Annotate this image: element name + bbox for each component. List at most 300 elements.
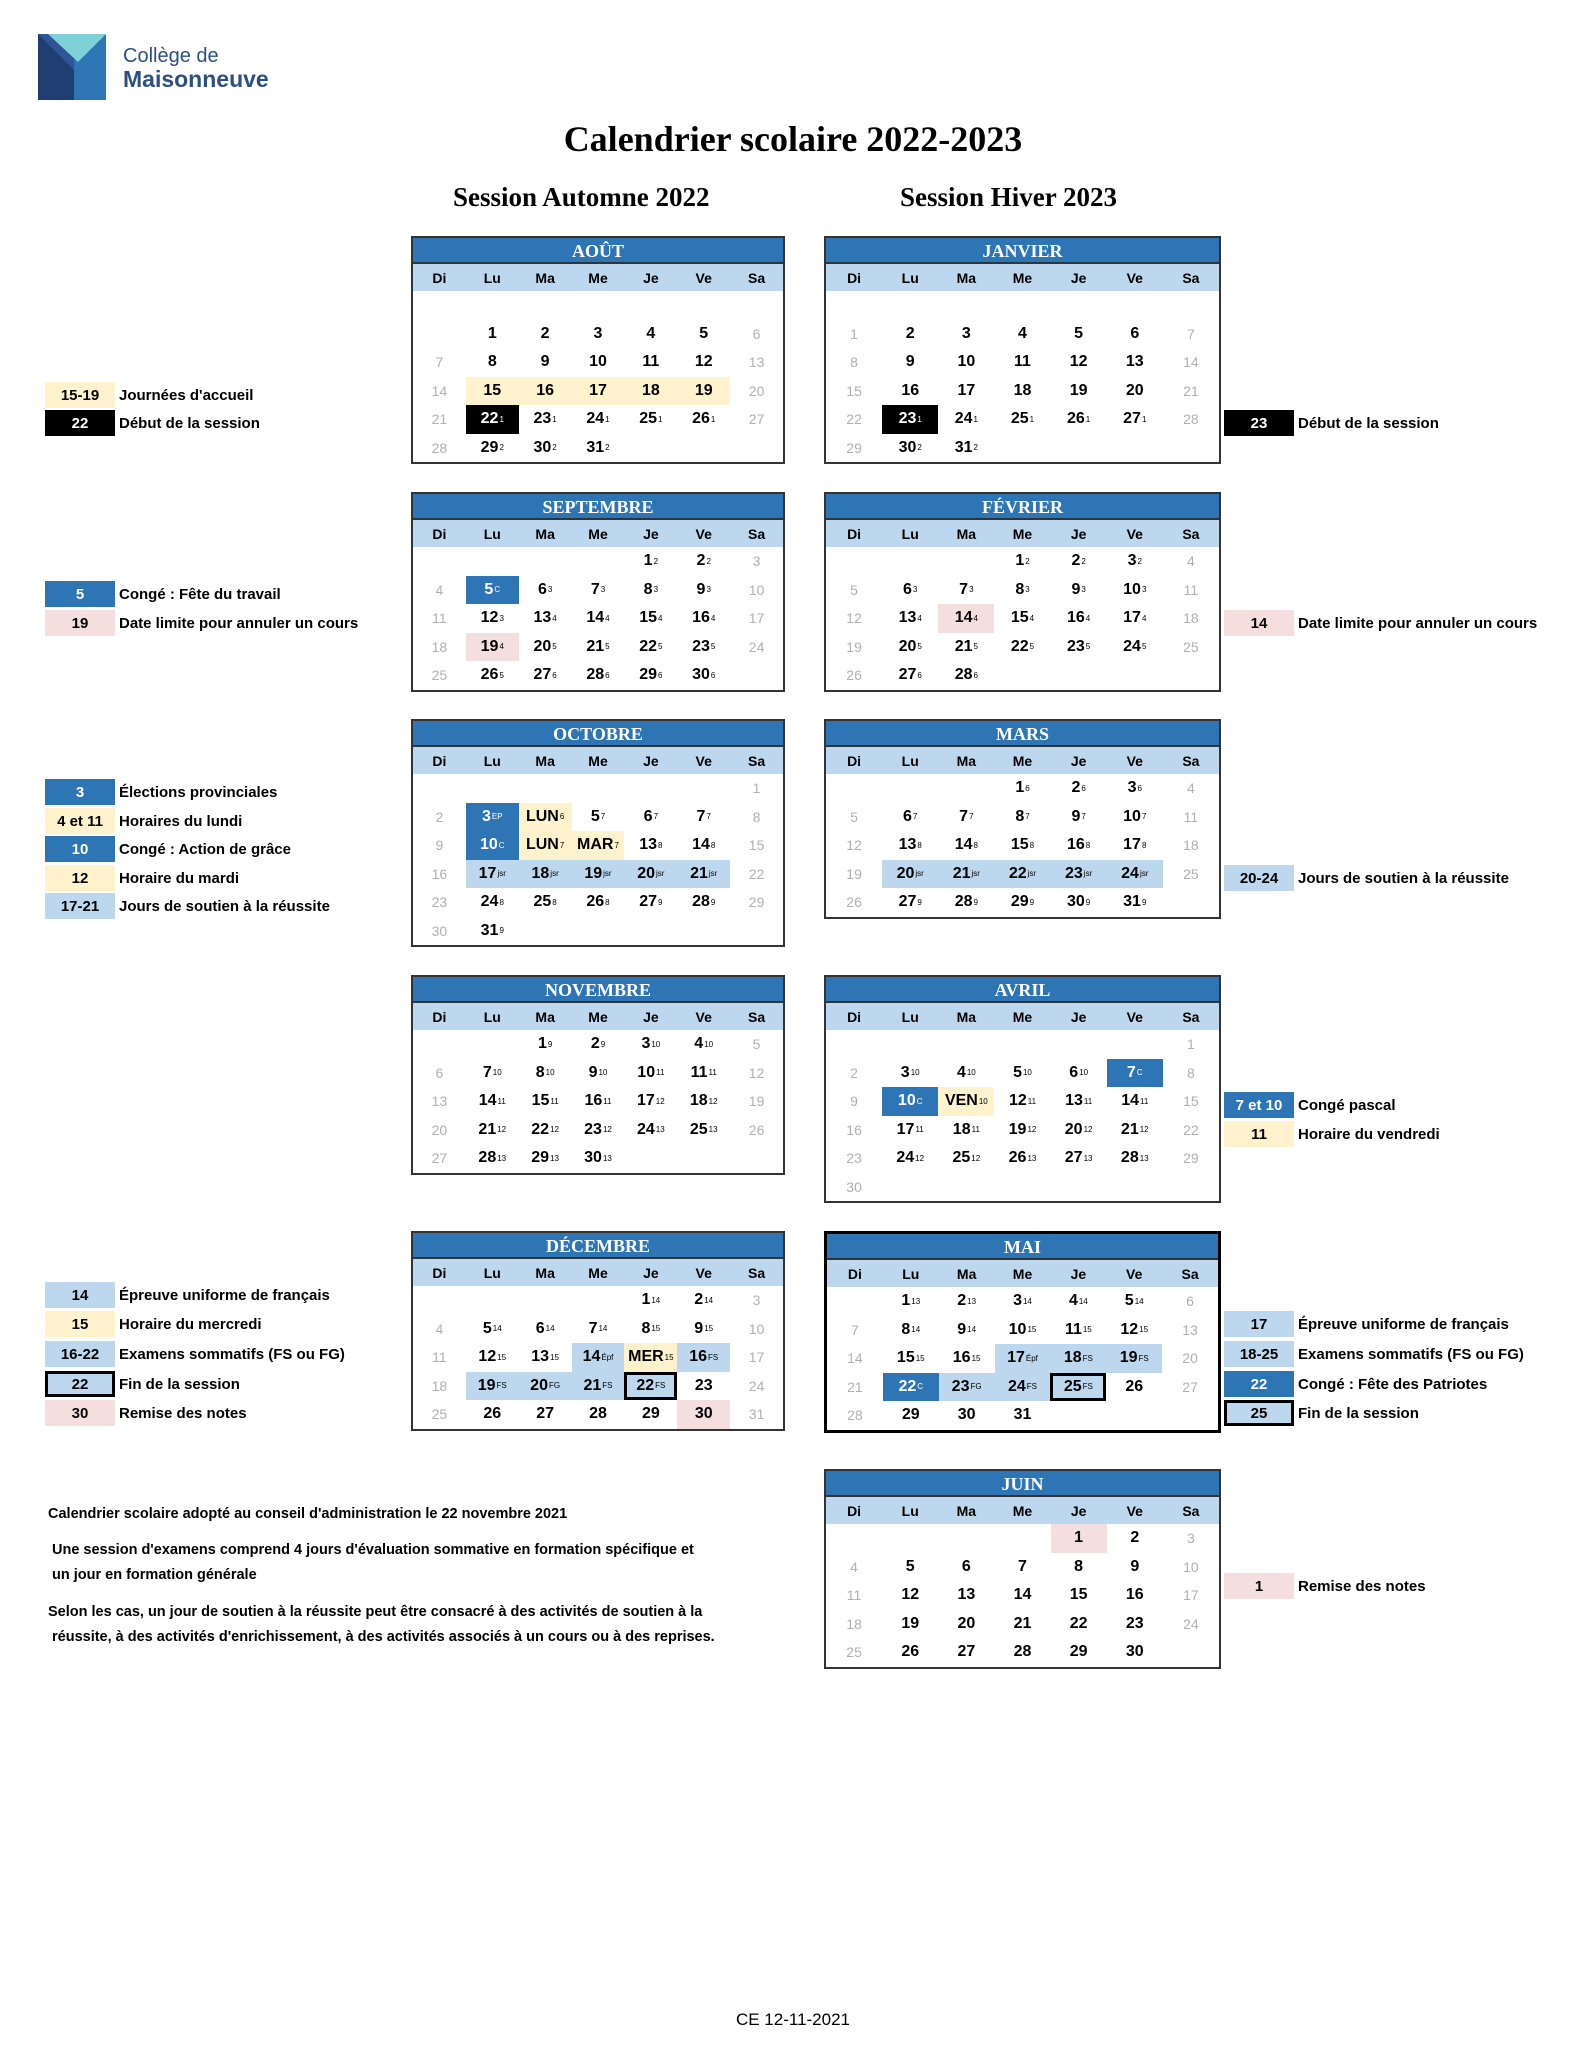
legend-item: [1224, 610, 1537, 636]
day-cell: [624, 320, 677, 349]
day-number: 24: [748, 638, 765, 655]
day-cell: [413, 405, 466, 434]
day-number: 11: [1014, 353, 1031, 371]
day-cell: [938, 604, 994, 633]
day-number: 12: [694, 353, 713, 371]
day-number: 21: [586, 637, 605, 655]
empty-cell: [519, 547, 572, 576]
day-cell: [994, 1116, 1050, 1145]
day-number: 28: [954, 666, 973, 684]
day-number: 23: [533, 410, 552, 428]
day-cell: [1107, 604, 1163, 633]
day-annotation: 10: [1022, 1068, 1032, 1078]
weekday-label: Je: [1070, 752, 1087, 769]
day-cell: [730, 1343, 783, 1372]
day-number: 6: [1130, 324, 1140, 342]
day-number: 25: [639, 410, 658, 428]
day-cell: [882, 1553, 938, 1582]
day-cell: [519, 633, 572, 662]
day-annotation: 3: [1025, 585, 1030, 595]
day-annotation: 11: [497, 1096, 506, 1106]
day-cell: [1163, 1144, 1219, 1173]
day-number: 20: [533, 637, 552, 655]
day-annotation: 13: [497, 1153, 507, 1163]
note-support-1: Selon les cas, un jour de soutien à la réussite peut être consacré à des activités de soutien à la: [48, 1604, 703, 1620]
day-cell: [1163, 377, 1219, 406]
day-number: 2: [540, 324, 550, 342]
day-number: 12: [901, 1586, 920, 1604]
day-cell: [1050, 1316, 1106, 1345]
weekday-label: Sa: [1182, 525, 1200, 542]
day-cell: [519, 434, 572, 463]
day-number: 9: [1130, 1557, 1140, 1575]
day-cell: [624, 405, 677, 434]
day-annotation: 11: [915, 1125, 924, 1135]
empty-cell: [1051, 661, 1107, 690]
day-cell: [1051, 774, 1107, 803]
day-cell: [624, 831, 677, 860]
legend-swatch: 20-24: [1224, 865, 1294, 891]
day-number: 14: [692, 836, 710, 854]
day-number: 17: [1123, 609, 1141, 627]
day-number: 1: [1187, 1036, 1195, 1053]
day-annotation: 10: [910, 1068, 920, 1078]
day-number: 21: [1120, 1120, 1139, 1138]
day-cell: [1163, 1610, 1219, 1639]
legend-swatch: 3: [45, 779, 115, 805]
month-title: FÉVRIER: [826, 494, 1219, 520]
weekday-header: [413, 264, 783, 291]
day-cell: [572, 1144, 625, 1173]
day-number: 17: [637, 1092, 655, 1110]
legend-text: Fin de la session: [1298, 1404, 1419, 1422]
day-annotation: 12: [1083, 1125, 1093, 1135]
legend-item: [1224, 410, 1439, 436]
day-number: 9: [435, 837, 444, 854]
day-number: 18: [1183, 837, 1199, 854]
day-annotation: 1: [710, 414, 716, 424]
day-number: 19: [477, 1376, 496, 1394]
empty-cell: [519, 1286, 572, 1315]
empty-cell: [413, 547, 466, 576]
day-annotation: 9: [710, 897, 716, 907]
legend-text: Horaire du mardi: [119, 869, 240, 887]
legend-item: [45, 610, 358, 636]
empty-cell: [1051, 434, 1107, 463]
day-annotation: 15: [1082, 1325, 1092, 1335]
day-annotation: 2: [653, 556, 659, 566]
day-cell: [1163, 1553, 1219, 1582]
legend-swatch: 17-21: [45, 893, 115, 919]
weekday-label: Me: [1012, 752, 1033, 769]
day-cell: [882, 377, 938, 406]
day-annotation: 6: [1081, 783, 1086, 793]
day-number: 26: [586, 893, 605, 911]
day-cell: [519, 1372, 572, 1401]
day-cell: [994, 831, 1050, 860]
day-annotation: 4: [973, 613, 978, 623]
weekday-label: Sa: [1182, 1502, 1200, 1519]
day-cell: [1051, 1581, 1107, 1610]
day-cell: [1163, 547, 1219, 576]
day-number: 14: [582, 1348, 601, 1366]
empty-cell: [827, 1287, 883, 1316]
day-annotation: 14: [598, 1324, 608, 1334]
day-cell: [730, 1400, 783, 1429]
legend-text: Jours de soutien à la réussite: [1298, 869, 1509, 887]
day-cell: [519, 831, 572, 860]
day-cell: [677, 1400, 730, 1429]
weekday-label: Ve: [1126, 525, 1143, 542]
empty-cell: [994, 1030, 1050, 1059]
day-cell: [572, 604, 625, 633]
day-number: 7: [851, 1321, 859, 1338]
month-title: SEPTEMBRE: [413, 494, 783, 520]
day-cell: [994, 860, 1050, 889]
day-cell: [730, 1372, 783, 1401]
day-annotation: 12: [602, 1125, 612, 1135]
legend-swatch: 4 et 11: [45, 808, 115, 834]
day-number: 7: [435, 354, 444, 371]
day-annotation: 11: [656, 1068, 665, 1078]
day-cell: [1051, 888, 1107, 917]
empty-cell: [572, 1286, 625, 1315]
day-cell: [826, 320, 882, 349]
day-number: 9: [696, 580, 706, 598]
page-title: Calendrier scolaire 2022-2023: [563, 119, 1023, 159]
day-annotation: 2: [1081, 556, 1086, 566]
legend-text: Horaires du lundi: [119, 812, 243, 830]
day-cell: [624, 377, 677, 406]
day-cell: [938, 1087, 994, 1116]
day-annotation: 15: [651, 1324, 661, 1334]
day-cell: [519, 803, 572, 832]
day-cell: [519, 1400, 572, 1429]
day-cell: [938, 633, 994, 662]
day-cell: [677, 633, 730, 662]
day-annotation: 5: [973, 642, 978, 652]
day-number: 13: [1182, 1321, 1198, 1338]
month-title: MARS: [826, 721, 1219, 747]
day-cell: [572, 1030, 625, 1059]
empty-cell: [826, 547, 882, 576]
day-number: 23: [951, 1377, 970, 1395]
day-cell: [1050, 1344, 1106, 1373]
day-annotation: 8: [1141, 840, 1147, 850]
day-number: 2: [590, 1035, 600, 1053]
day-cell: [1051, 1553, 1107, 1582]
day-number: 5: [850, 808, 858, 825]
day-annotation: 5: [552, 642, 557, 652]
empty-cell: [677, 1144, 730, 1173]
empty-cell: [882, 1524, 938, 1553]
day-cell: [994, 547, 1050, 576]
day-number: 12: [1008, 1092, 1027, 1110]
day-cell: [413, 633, 466, 662]
day-cell: [677, 1059, 730, 1088]
legend-item: [45, 1311, 262, 1337]
legend-text: Congé : Fête du travail: [119, 585, 281, 603]
day-number: 24: [586, 410, 605, 428]
day-number: 25: [533, 893, 552, 911]
empty-cell: [1163, 1173, 1219, 1202]
day-cell: [466, 348, 519, 377]
day-number: 26: [483, 1405, 502, 1423]
weekday-label: Ma: [535, 1008, 555, 1025]
day-cell: [938, 860, 994, 889]
day-cell: [572, 1087, 625, 1116]
weekday-label: Ve: [695, 752, 712, 769]
day-cell: [677, 1343, 730, 1372]
day-cell: [1051, 803, 1107, 832]
day-cell: [572, 434, 625, 463]
day-annotation: 3: [499, 613, 504, 623]
day-number: 28: [1013, 1643, 1032, 1661]
day-cell: [466, 1400, 519, 1429]
day-number: 19: [846, 865, 862, 882]
legend-text: Examens sommatifs (FS ou FG): [119, 1345, 345, 1363]
weekday-label: Ma: [535, 525, 555, 542]
day-number: 3: [900, 1063, 910, 1081]
day-annotation: 4: [1029, 613, 1035, 623]
day-cell: [677, 831, 730, 860]
day-number: 2: [694, 1291, 704, 1309]
day-cell: [883, 1316, 939, 1345]
empty-cell: [1163, 291, 1219, 320]
day-number: 4: [694, 1035, 704, 1053]
day-number: 28: [1183, 411, 1199, 428]
day-cell: [519, 1144, 572, 1173]
day-number: 23: [694, 1376, 713, 1394]
legend-item: [1224, 1341, 1524, 1367]
day-number: 23: [431, 894, 448, 911]
day-annotation: 11: [1027, 1096, 1037, 1106]
day-number: 29: [1010, 893, 1029, 911]
day-annotation: 15: [664, 1352, 674, 1362]
weekday-label: Ma: [535, 1264, 555, 1281]
day-number: 21: [847, 1378, 863, 1395]
day-annotation: 8: [973, 840, 978, 850]
day-cell: [413, 1116, 466, 1145]
empty-cell: [413, 291, 466, 320]
day-cell: [1107, 348, 1163, 377]
day-number: 1: [850, 325, 858, 342]
day-annotation: 15: [1139, 1325, 1149, 1335]
day-cell: [572, 1400, 625, 1429]
day-number: 5: [699, 324, 709, 342]
day-number: 19: [1119, 1349, 1138, 1367]
day-number: 16: [431, 865, 448, 882]
day-cell: [1051, 377, 1107, 406]
day-annotation: 10: [651, 1039, 661, 1049]
day-number: 31: [586, 438, 605, 456]
empty-cell: [826, 291, 882, 320]
day-cell: [882, 831, 938, 860]
day-number: 12: [480, 609, 499, 627]
day-number: 18: [1183, 610, 1199, 627]
weekday-label: Di: [847, 1008, 862, 1025]
day-annotation: jsr: [1027, 869, 1037, 879]
day-cell: [994, 576, 1050, 605]
day-cell: [1106, 1373, 1162, 1402]
weekday-label: Ma: [535, 269, 555, 286]
day-annotation: 13: [911, 1296, 921, 1306]
day-cell: [827, 1344, 883, 1373]
day-cell: [1107, 1553, 1163, 1582]
day-cell: [826, 348, 882, 377]
day-number: 7: [696, 807, 706, 825]
day-number: 18: [846, 1615, 862, 1632]
day-annotation: 11: [971, 1125, 980, 1135]
day-cell: [1107, 1610, 1163, 1639]
day-cell: [677, 888, 730, 917]
day-annotation: 12: [971, 1153, 981, 1163]
weekday-label: Je: [1070, 1502, 1087, 1519]
day-number: 22: [531, 1120, 550, 1138]
legend-item: [45, 836, 291, 862]
empty-cell: [994, 291, 1050, 320]
weekday-label: Me: [1012, 1008, 1033, 1025]
day-number: 24: [1183, 1615, 1199, 1632]
day-cell: [572, 831, 625, 860]
legend-item: [45, 1282, 330, 1308]
legend-swatch: 23: [1224, 410, 1294, 436]
day-annotation: 12: [1027, 1125, 1037, 1135]
weekday-label: Sa: [748, 525, 766, 542]
day-number: 22: [1010, 637, 1029, 655]
day-cell: [827, 1373, 883, 1402]
session-fall-title: Session Automne 2022: [453, 182, 710, 212]
day-annotation: 10: [978, 1096, 988, 1106]
day-number: 25: [689, 1120, 708, 1138]
day-number: 17: [589, 381, 607, 399]
day-cell: [1163, 633, 1219, 662]
day-cell: [466, 860, 519, 889]
day-annotation: 12: [708, 1096, 718, 1106]
day-annotation: 9: [917, 897, 922, 907]
day-annotation: 11: [603, 1096, 612, 1106]
day-annotation: jsr: [550, 869, 559, 879]
day-annotation: 8: [1085, 840, 1091, 850]
day-cell: [826, 1553, 882, 1582]
day-number: 1: [537, 1035, 547, 1053]
day-cell: [1107, 888, 1163, 917]
empty-cell: [1163, 434, 1219, 463]
empty-cell: [466, 1286, 519, 1315]
day-cell: [826, 434, 882, 463]
day-number: 11: [432, 610, 447, 627]
legend-swatch: 12: [45, 865, 115, 891]
month-janvier: [824, 236, 1221, 464]
day-number: 18: [531, 864, 550, 882]
day-cell: [1162, 1316, 1218, 1345]
day-cell: [624, 1372, 677, 1401]
day-number: 12: [478, 1348, 497, 1366]
day-annotation: 7: [653, 812, 659, 822]
day-number: 27: [1123, 410, 1141, 428]
empty-cell: [677, 774, 730, 803]
legend-item: [45, 581, 281, 607]
weekday-label: Je: [1070, 525, 1087, 542]
day-cell: [938, 348, 994, 377]
legend-item: [45, 808, 242, 834]
day-cell: [938, 1610, 994, 1639]
day-annotation: 12: [1139, 1125, 1149, 1135]
legend-swatch: 14: [45, 1282, 115, 1308]
weekday-label: Di: [847, 525, 862, 542]
day-cell: [466, 1144, 519, 1173]
empty-cell: [882, 291, 938, 320]
day-number: 27: [1064, 1149, 1083, 1167]
day-number: 31: [1123, 893, 1141, 911]
day-number: 2: [905, 324, 915, 342]
legend-item: [1224, 1092, 1396, 1118]
day-number: 15: [1010, 836, 1029, 854]
day-cell: [1051, 860, 1107, 889]
day-number: 29: [901, 1406, 920, 1424]
weekday-label: Me: [588, 525, 608, 542]
day-cell: [624, 1087, 677, 1116]
day-cell: [413, 917, 466, 946]
empty-cell: [519, 291, 572, 320]
day-cell: [882, 434, 938, 463]
day-cell: [882, 604, 938, 633]
month-septembre: [411, 492, 785, 692]
day-cell: [826, 888, 882, 917]
day-annotation: 10: [1079, 1068, 1089, 1078]
day-annotation: 10: [704, 1039, 714, 1049]
day-cell: [624, 576, 677, 605]
day-cell: [624, 1286, 677, 1315]
day-number: 6: [537, 580, 547, 598]
day-number: 14: [954, 609, 973, 627]
legend-swatch: 22: [45, 1371, 115, 1397]
day-annotation: 6: [917, 670, 922, 680]
empty-cell: [1051, 1030, 1107, 1059]
day-number: 12: [1120, 1320, 1139, 1338]
day-number: 18: [1013, 381, 1032, 399]
day-number: 8: [1074, 1557, 1084, 1575]
empty-cell: [1051, 1173, 1107, 1202]
day-number: 3: [752, 553, 761, 570]
empty-cell: [624, 1144, 677, 1173]
note-support-2: réussite, à des activités d'enrichissement, à des activités associés à un cours ou à des reprises.: [52, 1629, 715, 1645]
day-annotation: 11: [1083, 1096, 1093, 1106]
day-number: 14: [954, 836, 973, 854]
day-cell: [572, 860, 625, 889]
weekday-label: Di: [432, 525, 447, 542]
day-annotation: 9: [973, 897, 978, 907]
day-number: 11: [642, 353, 660, 371]
day-cell: [413, 576, 466, 605]
day-annotation: FG: [970, 1382, 982, 1392]
day-cell: [994, 1553, 1050, 1582]
weekday-label: Je: [1070, 1265, 1087, 1282]
day-cell: [938, 661, 994, 690]
day-number: 6: [643, 807, 653, 825]
day-annotation: 1: [552, 414, 557, 424]
day-annotation: 13: [1139, 1153, 1149, 1163]
empty-cell: [1162, 1401, 1218, 1430]
legend-swatch: 7 et 10: [1224, 1092, 1294, 1118]
month-mai: [824, 1231, 1221, 1433]
day-cell: [1107, 803, 1163, 832]
day-number: 3: [961, 324, 971, 342]
day-cell: [730, 377, 783, 406]
day-number: 16: [1125, 1586, 1144, 1604]
day-number: 27: [898, 893, 917, 911]
day-cell: [826, 803, 882, 832]
